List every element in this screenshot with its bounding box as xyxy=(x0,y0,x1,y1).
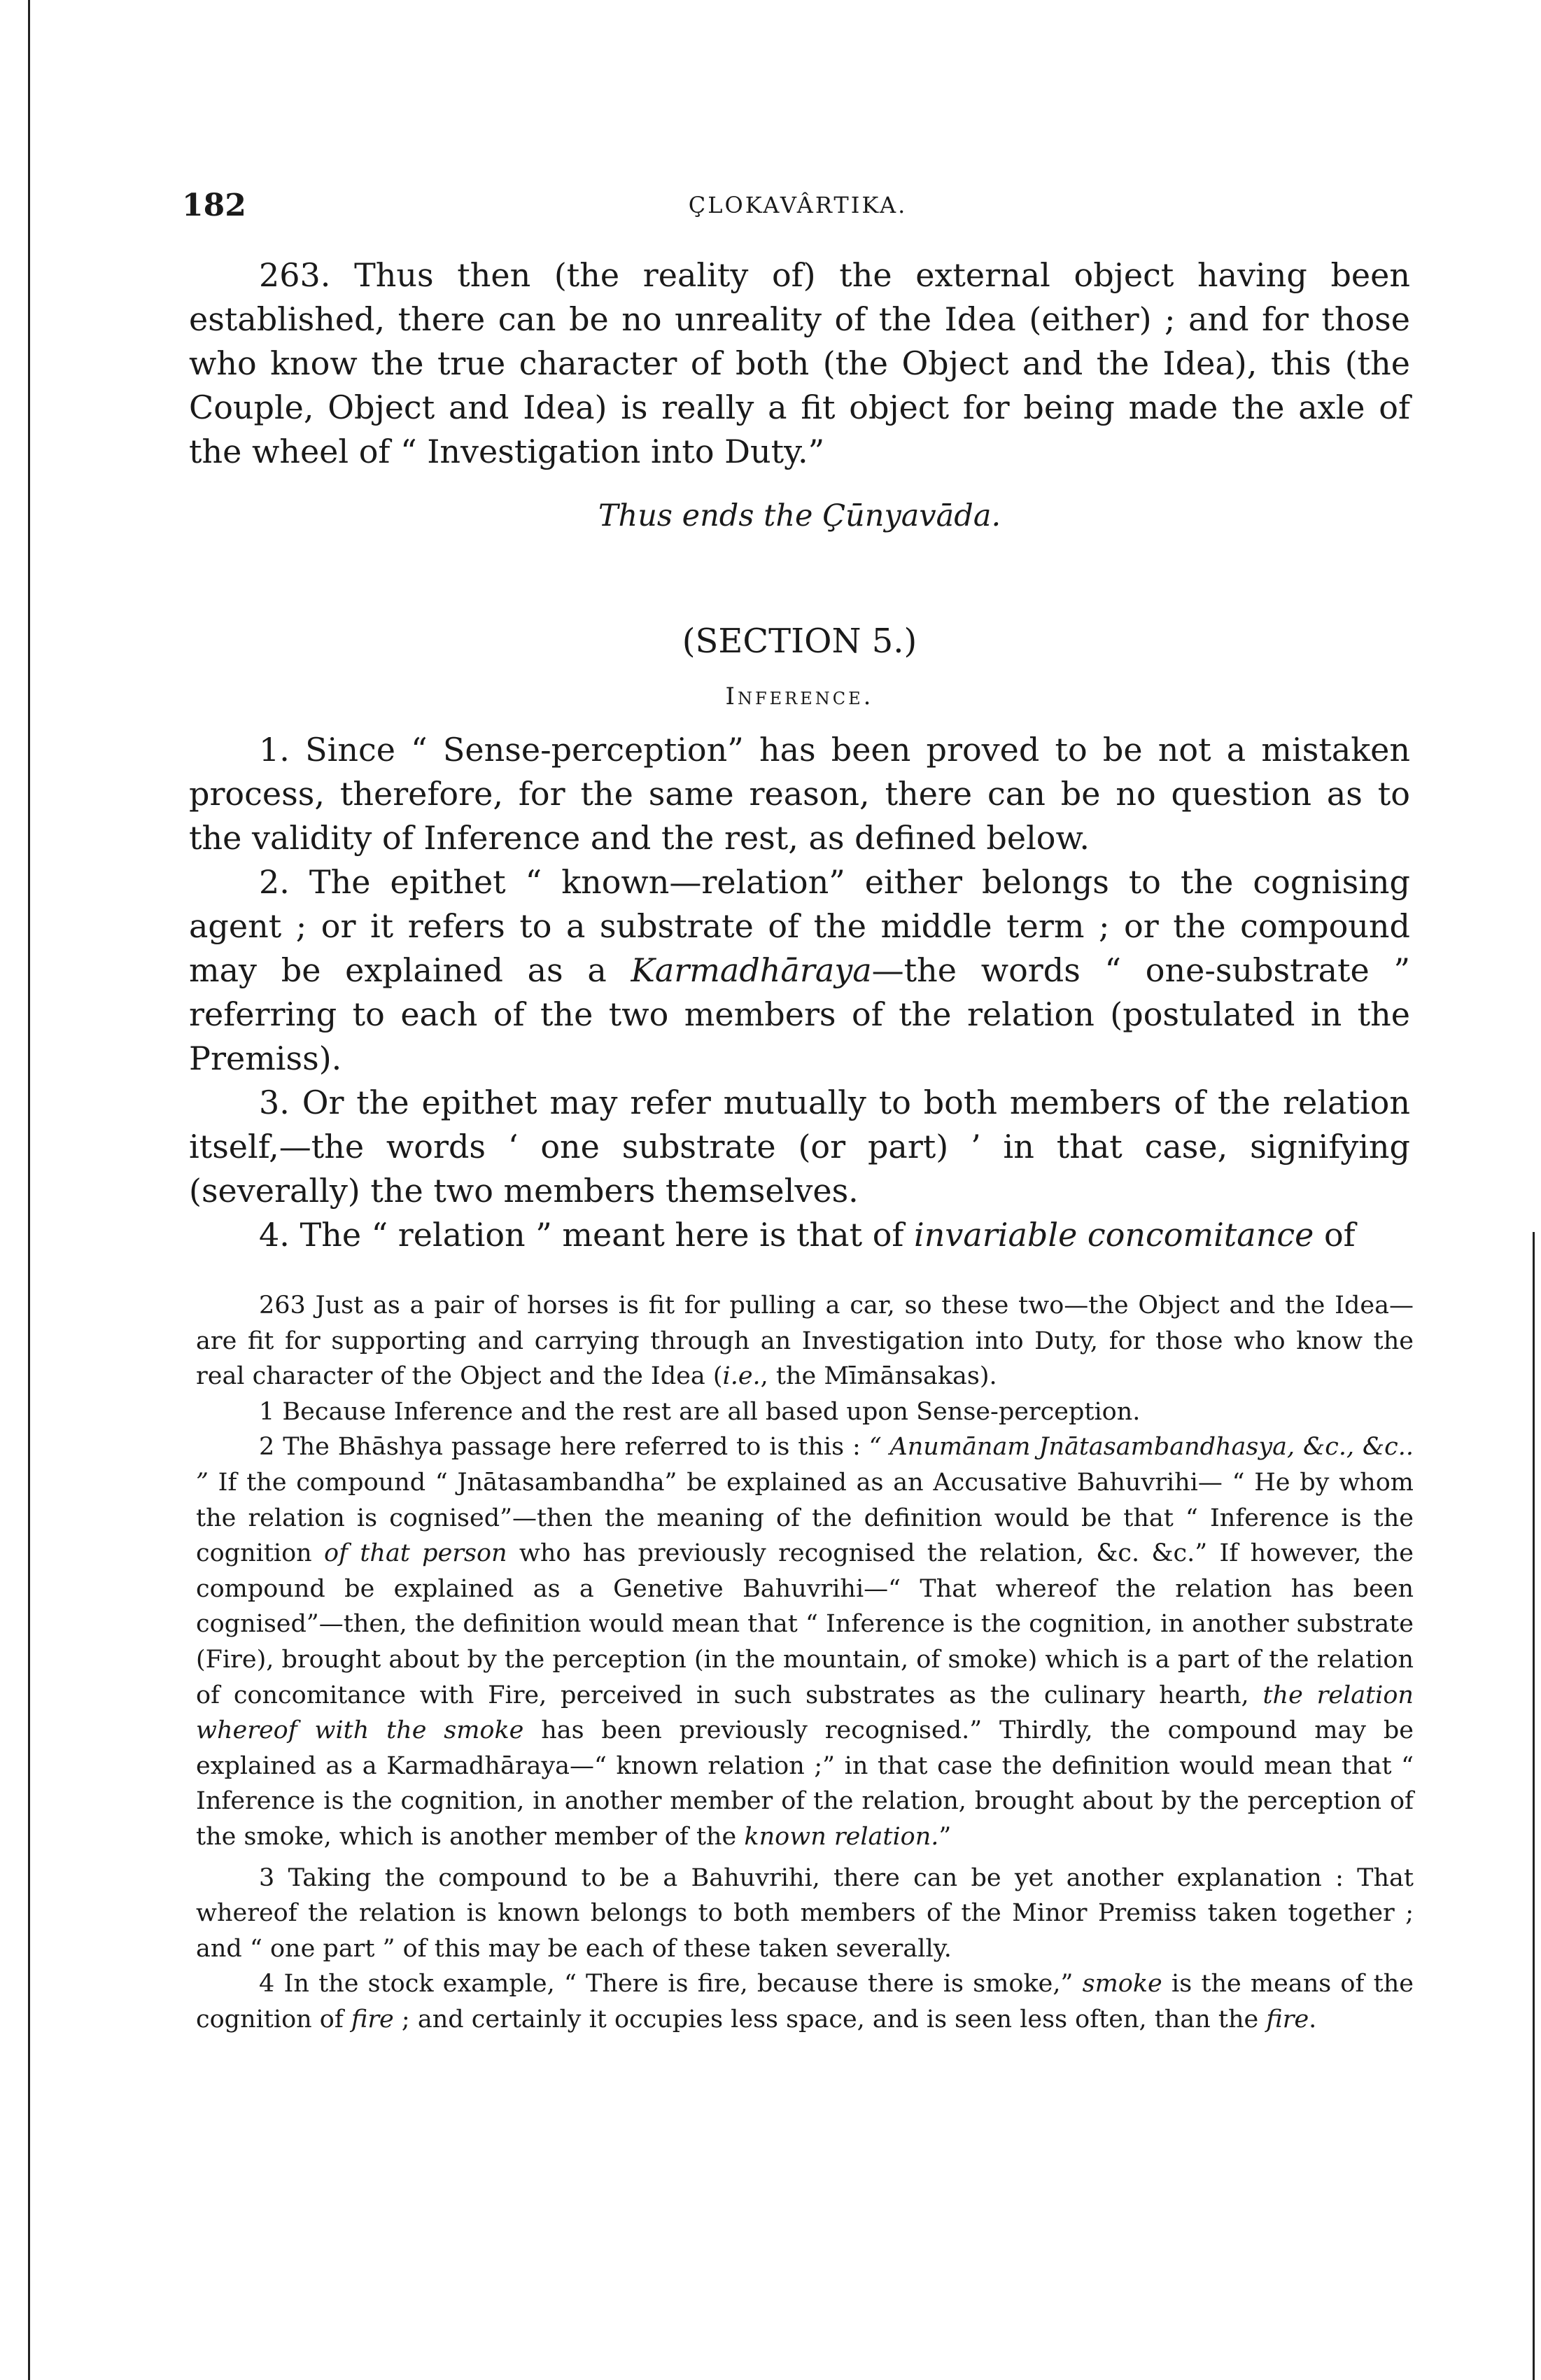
footnote-marker: 1 xyxy=(259,1397,275,1426)
paragraph-263 xyxy=(189,253,1410,474)
footnote-italic: of that person xyxy=(324,1539,507,1568)
footnote-text: who has previously recognised the relation, &c. &c.” If however, the compound be explained as a Genetive Bahuvrihi—“ That whereof the relation has been cognised”—then, the definition would mean that “ Inference is the cognition, in another substrate (Fire), brought about by the perception (in the mountain, of smoke) which is a part of the relation of concomitance with Fire, perceived in such substrates as the culinary hearth, xyxy=(196,1539,1414,1709)
closing-line-container xyxy=(189,498,1410,540)
footnote-text: is the means of the cognition of xyxy=(196,1970,1414,2033)
footnote-italic: i.e. xyxy=(722,1362,761,1391)
page-edge-shadow xyxy=(28,0,30,2380)
footnote-text: If the compound “ Jnātasambandha” be explained as an Accusative Bahuvrihi— “ He by whom the relation is cognised”—then the meaning of the definition would be that “ Inference is the cognition xyxy=(196,1468,1414,1568)
paragraph-text: Or the epithet may refer mutually to both members of the relation itself,—the words ‘ one substrate (or part) ’ in that case, signifying (severally) the two members themselves. xyxy=(189,1084,1410,1210)
footnote-marker: 3 xyxy=(259,1863,275,1892)
footnote-marker: 4 xyxy=(259,1970,275,1998)
paragraph-number: 3. xyxy=(259,1084,290,1121)
footnote-263 xyxy=(196,1288,1414,1394)
footnote-text: ” xyxy=(938,1822,952,1851)
paragraph-text: Since “ Sense-perception” has been proved to be not a mistaken process, therefore, for the same reason, there can be no question as to the validity of Inference and the rest, as defined below. xyxy=(189,731,1411,857)
paragraph-number: 4. xyxy=(259,1216,290,1254)
paragraph-2 xyxy=(189,860,1410,1081)
footnote-italic: smoke xyxy=(1082,1970,1162,1998)
footnote-italic: “ Anumānam Jnātasambandhasya, &c., &c.. ” xyxy=(196,1433,1414,1497)
footnote-text: Taking the compound to be a Bahuvrihi, there can be yet another explanation : That whereof the relation is known belongs to both members of the Minor Premiss taken together ; and “ one part ” of this may be each of these taken severally. xyxy=(196,1863,1414,1963)
footnote-text: has been previously recognised.” Thirdly, the compound may be explained as a Karmadhāraya—“ known relation ;” in that case the definition would mean that “ Inference is the cognition, in another member of the relation, brought about by the perception of the smoke, which is another member of the xyxy=(196,1716,1414,1851)
page-number: 182 xyxy=(182,188,246,223)
footnote-text: . xyxy=(1309,2005,1317,2033)
section-title: (SECTION 5.) xyxy=(682,622,917,661)
footnote-text: In the stock example, “ There is fire, because there is smoke,” xyxy=(283,1970,1074,1998)
footnote-marker: 263 xyxy=(259,1292,306,1320)
closing-line: Thus ends the Çūnyavāda. xyxy=(598,498,1001,533)
paragraph-1 xyxy=(189,728,1410,860)
footnote-marker: 2 xyxy=(259,1433,275,1462)
footnote-text: , the Mīmānsakas). xyxy=(760,1362,997,1391)
paragraph-text: Thus then (the reality of) the external object having been established, there can be no unreality of the Idea (either) ; and for those who know the true character of both (the Object and the Idea), this (the Couple, Object and Idea) is really a fit object for being made the axle of the wheel of “ Investigation into Duty.” xyxy=(189,256,1410,470)
paragraph-number: 2. xyxy=(259,863,290,901)
paragraph-3 xyxy=(189,1081,1410,1213)
paragraph-4 xyxy=(189,1213,1410,1257)
paragraph-italic-term: invariable concomitance xyxy=(914,1216,1314,1254)
paragraph-number: 1. xyxy=(259,731,290,769)
page-header xyxy=(182,188,1414,230)
footnote-2 xyxy=(196,1429,1414,1854)
running-head: ÇLOKAVÂRTIKA. xyxy=(688,192,908,218)
section-subtitle: Inference. xyxy=(725,682,874,710)
main-paragraphs xyxy=(189,728,1410,1257)
footnote-italic: known relation. xyxy=(744,1822,939,1851)
footnote-4 xyxy=(196,1966,1414,2037)
footnotes xyxy=(196,1288,1414,2037)
footnote-text: ; and certainly it occupies less space, and is seen less often, than the xyxy=(401,2005,1259,2033)
footnote-italic: fire xyxy=(351,2005,394,2033)
paragraph-text: The epithet “ known—relation” either belongs to the cognising agent ; or it refers to a substrate of the middle term ; or the compound may be explained as a xyxy=(189,863,1410,989)
page-edge-shadow-right xyxy=(1533,1232,1535,2380)
footnote-3 xyxy=(196,1861,1414,1967)
paragraph-text: of xyxy=(1323,1216,1356,1254)
paragraph-number: 263. xyxy=(259,256,331,294)
paragraph-italic-term: Karmadhāraya xyxy=(631,951,872,989)
footnote-italic: fire xyxy=(1266,2005,1309,2033)
footnote-text: The Bhāshya passage here referred to is this : xyxy=(283,1433,861,1462)
footnote-text: Just as a pair of horses is fit for pulling a car, so these two—the Object and the Idea—are fit for supporting and carrying through an Investigation into Duty, for those who know the real character of the Object and the Idea ( xyxy=(196,1292,1414,1391)
footnote-italic: the relation whereof with the smoke xyxy=(196,1681,1414,1745)
footnote-text: Because Inference and the rest are all based upon Sense-perception. xyxy=(282,1397,1141,1426)
paragraph-text: —the words “ one-substrate ” referring to each of the two members of the relation (postulated in the Premiss). xyxy=(189,951,1410,1077)
footnote-1 xyxy=(196,1394,1414,1430)
paragraph-text: The “ relation ” meant here is that of xyxy=(300,1216,904,1254)
